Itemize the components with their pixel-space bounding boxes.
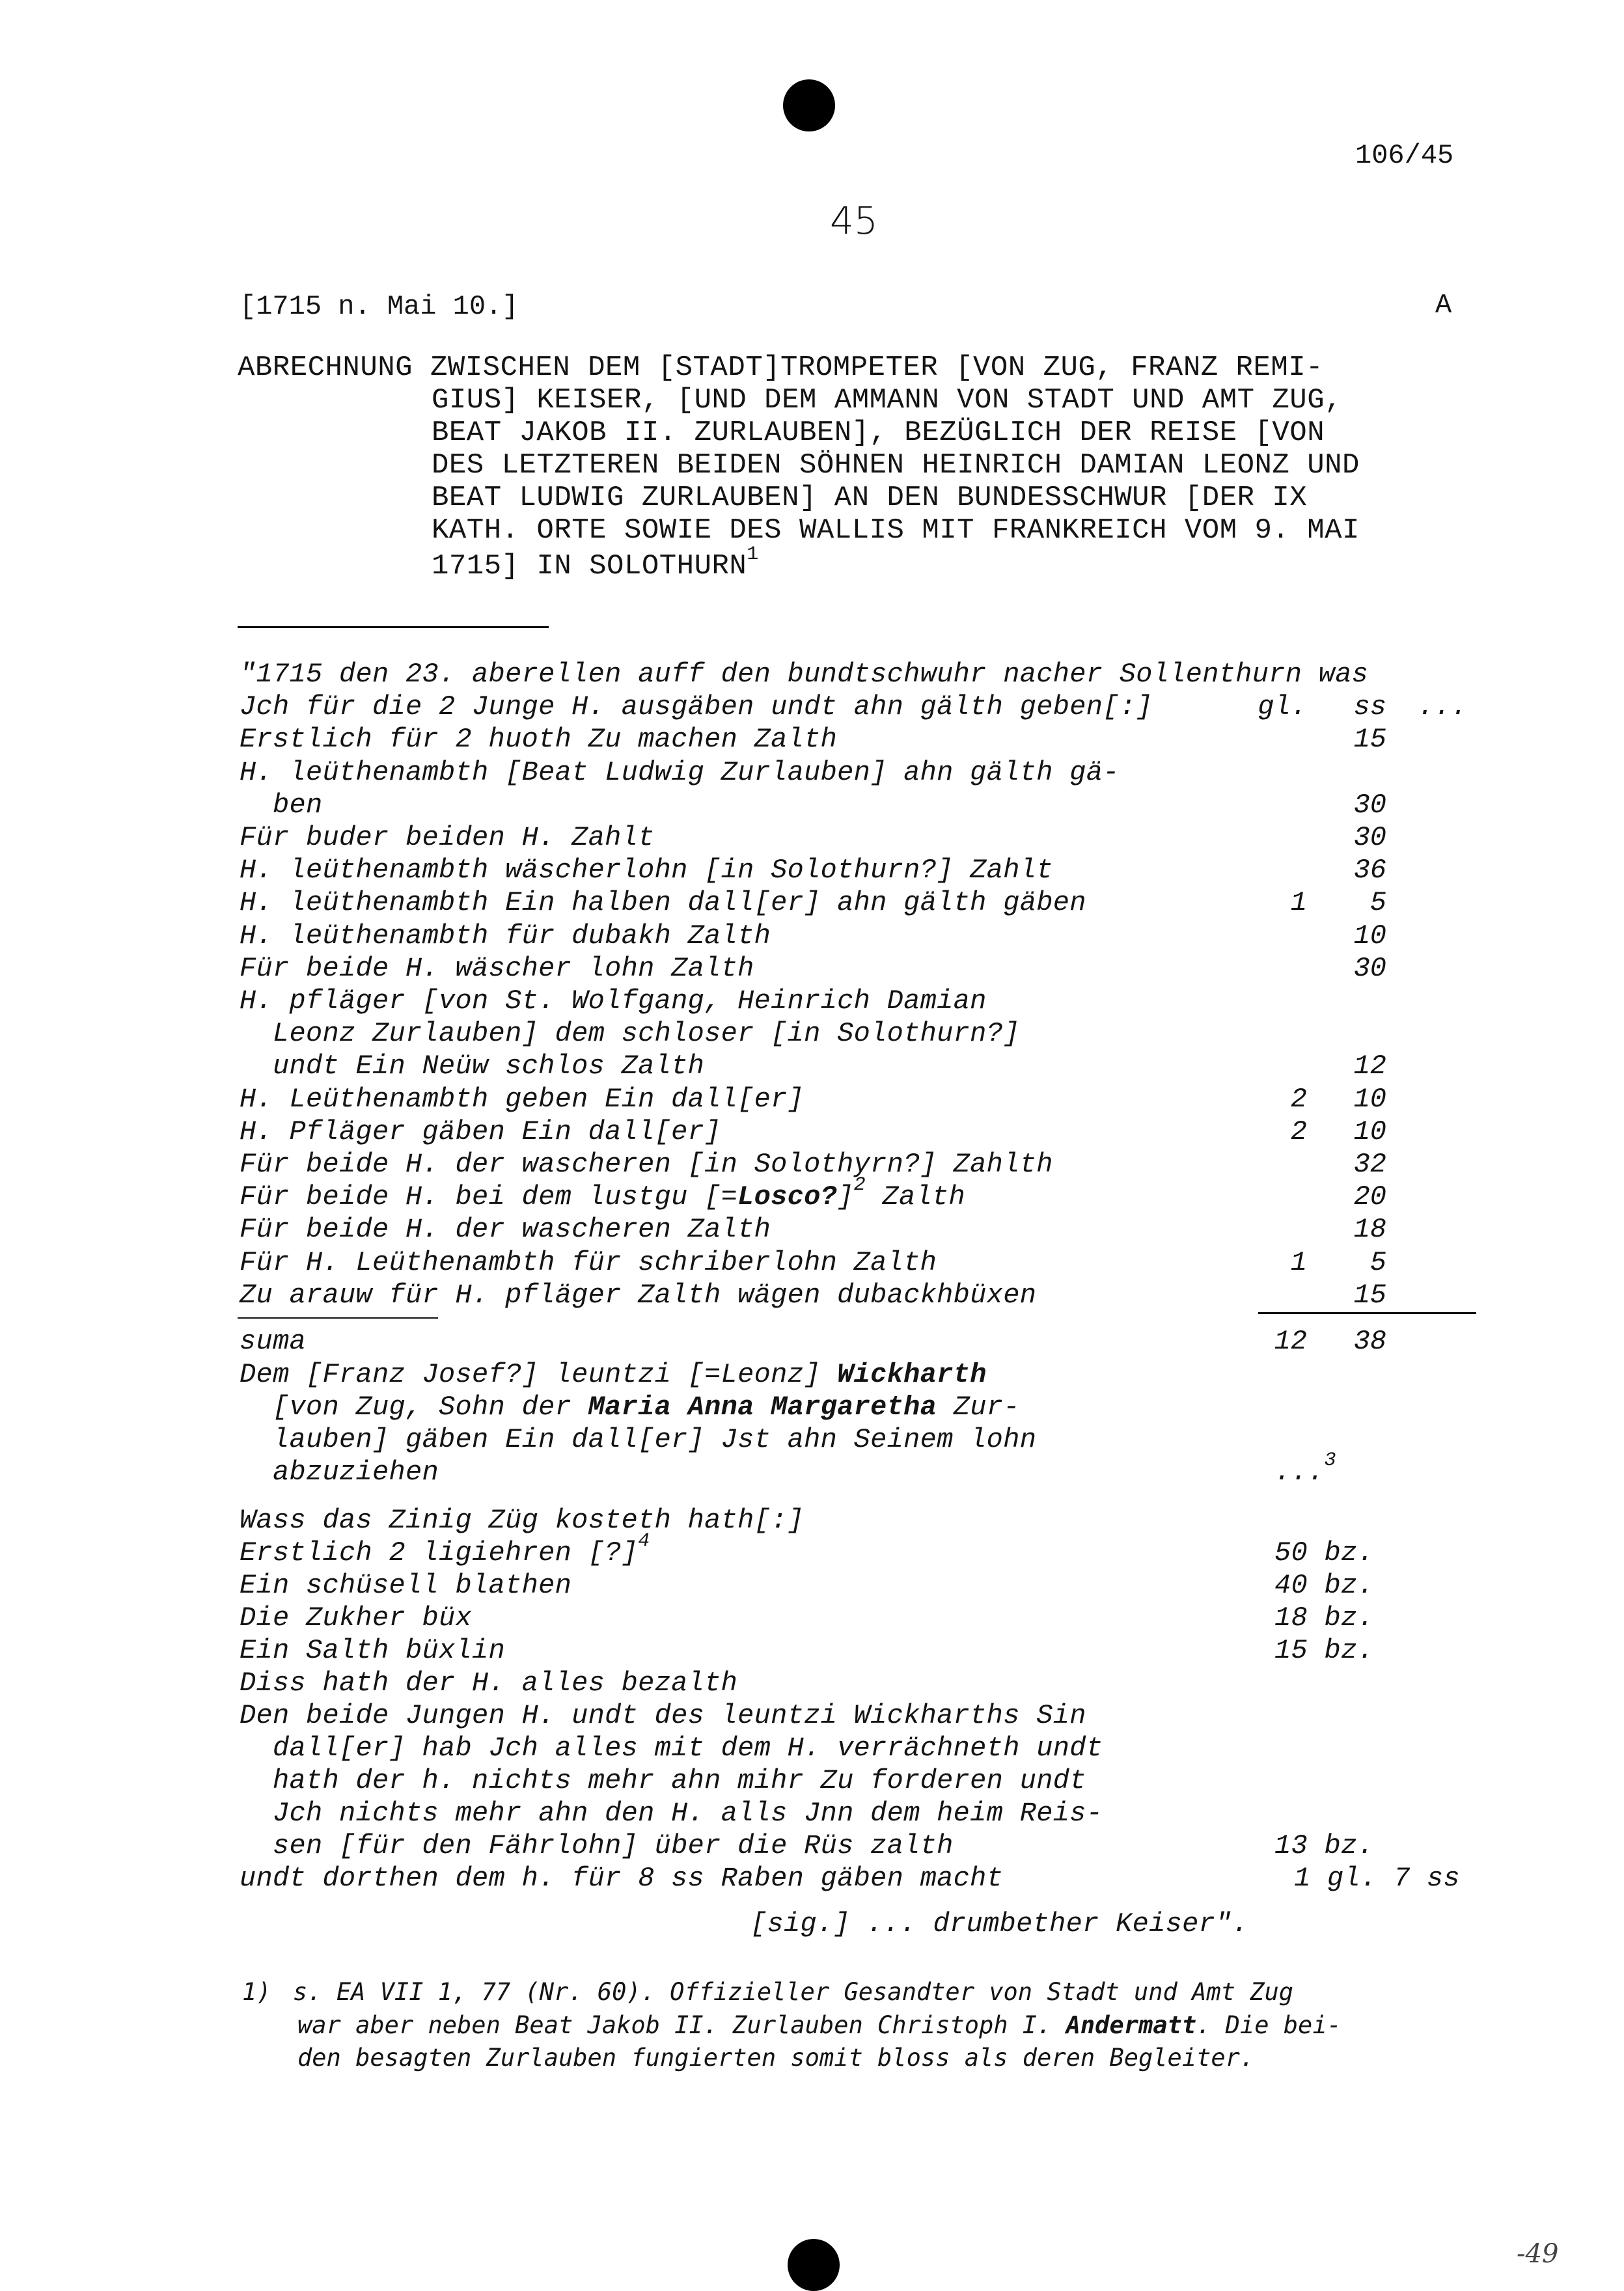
ledger-row-tail: Zalth	[865, 1181, 966, 1213]
zinig-para-amount: 13 bz.	[1274, 1830, 1375, 1861]
ledger-ss: 5	[1369, 1247, 1386, 1278]
ledger-row	[240, 922, 771, 950]
zinig-item	[240, 1604, 472, 1632]
ledger-row-text: Für buder beiden H. Zahlt	[240, 822, 655, 853]
title-line-7	[432, 543, 759, 583]
footnote-ref-4: 4	[638, 1530, 650, 1552]
ledger-row	[240, 1020, 1020, 1047]
wickharth-text-2c: Zur-	[937, 1392, 1020, 1423]
zinig-para-5: sen [für den Fährlohn] über die Rüs zalth	[240, 1830, 954, 1861]
footnote-line-1: s. EA VII 1, 77 (Nr. 60). Offizieller Gesandter von Stadt und Amt Zug	[293, 1978, 1294, 2006]
ledger-row-bold: Losco?	[737, 1181, 838, 1213]
signature: [sig.] ... drumbether Keiser".	[750, 1908, 1249, 1940]
ledger-row	[240, 693, 1153, 720]
ledger-row-text: undt Ein Neüw schlos Zalth	[240, 1050, 705, 1082]
suma-gl: 12	[1274, 1326, 1307, 1357]
zinig-item-text: Ein Salth büxlin	[240, 1635, 506, 1666]
handwritten-margin-mark: -49	[1517, 2239, 1559, 2269]
title-last-line: 1715] IN SOLOTHURN	[432, 550, 747, 583]
ledger-row	[240, 824, 655, 851]
ledger-gl: gl.	[1258, 691, 1307, 722]
ledger-row-text: Jch für die 2 Junge H. ausgäben undt ahn gälth geben[:]	[240, 691, 1153, 722]
wickharth-amount-value: ...	[1274, 1457, 1325, 1488]
title-line-4: DES LETZTEREN BEIDEN SÖHNEN HEINRICH DAMIAN LEONZ UND	[432, 449, 1360, 482]
ledger-ss: 32	[1353, 1149, 1386, 1180]
title-separator	[238, 626, 549, 628]
punch-hole-bottom	[788, 2239, 840, 2291]
ledger-row	[240, 955, 754, 982]
ledger-row-text: Für H. Leüthenambth für schriberlohn Zalth	[240, 1247, 937, 1278]
footnote-andermatt: Andermatt	[1066, 2011, 1197, 2039]
zinig-item-amount: 50 bz.	[1274, 1537, 1375, 1569]
wickharth-mother-name: Maria Anna Margaretha	[588, 1392, 937, 1423]
title-line-5: BEAT LUDWIG ZURLAUBEN] AN DEN BUNDESSCHWUR [DER IX	[432, 482, 1308, 514]
ledger-gl: 1	[1290, 887, 1307, 918]
ledger-ss: 20	[1353, 1181, 1386, 1213]
ledger-row-text: Zu arauw für H. pfläger Zalth wägen dubackhbüxen	[240, 1280, 1037, 1311]
zinig-para-4: Jch nichts mehr ahn den H. alls Jnn dem heim Reis-	[240, 1798, 1103, 1829]
zinig-item-amount: 15 bz.	[1274, 1635, 1375, 1666]
ledger-row	[240, 661, 1368, 688]
wickharth-line-3: lauben] gäben Ein dall[er] Jst ahn Seinem lohn	[240, 1424, 1037, 1455]
wickharth-line-4: abzuziehen	[240, 1457, 439, 1488]
ledger-row-text: Leonz Zurlauben] dem schloser [in Solothurn?]	[240, 1018, 1020, 1049]
ledger-ss: 30	[1353, 789, 1386, 821]
ledger-row	[240, 987, 987, 1015]
ledger-row-text: Für beide H. bei dem lustgu [=	[240, 1181, 738, 1213]
ledger-row-text: Für beide H. wäscher lohn Zalth	[240, 953, 754, 984]
ledger-ss: 5	[1369, 887, 1386, 918]
wickharth-name: Wickharth	[837, 1359, 987, 1390]
zinig-item-amount: 40 bz.	[1274, 1570, 1375, 1601]
ledger-row	[240, 791, 323, 819]
footnote-ref-3: 3	[1324, 1449, 1336, 1472]
ledger-row	[240, 1086, 804, 1113]
ledger-row-text: H. leüthenambth Ein halben dall[er] ahn gälth gäben	[240, 887, 1086, 918]
punch-hole-top	[783, 79, 835, 131]
ledger-ss: 15	[1353, 724, 1386, 755]
footnote-line-2	[297, 2013, 1342, 2037]
ledger-row-text: H. Leüthenambth geben Ein dall[er]	[240, 1084, 805, 1115]
zinig-heading: Wass das Zinig Züg kosteth hath[:]	[240, 1505, 805, 1536]
ledger-extra: ...	[1418, 691, 1468, 722]
ledger-row	[240, 1249, 937, 1276]
zinig-item-amount: 18 bz.	[1274, 1602, 1375, 1634]
ledger-row	[240, 726, 837, 753]
zinig-last: undt dorthen dem h. für 8 ss Raben gäben macht	[240, 1863, 1004, 1894]
ledger-row	[240, 1052, 704, 1080]
zinig-para-2: dall[er] hab Jch alles mit dem H. verrächneth undt	[240, 1733, 1103, 1764]
archive-reference: 106/45	[1355, 140, 1454, 171]
zinig-para-3: hath der h. nichts mehr ahn mihr Zu forderen undt	[240, 1765, 1086, 1796]
document-letter: A	[1435, 290, 1452, 321]
zinig-last-amount: 1 gl. 7 ss	[1294, 1863, 1461, 1894]
ledger-row-text: Für beide H. der wascheren [in Solothyrn?] Zahlth	[240, 1149, 1053, 1180]
wickharth-amount	[1274, 1449, 1336, 1488]
zinig-item-text: Erstlich 2 ligiehren [?]	[240, 1537, 639, 1569]
document-date: [1715 n. Mai 10.]	[240, 291, 519, 322]
ledger-ss: 30	[1353, 953, 1386, 984]
ledger-ss: 30	[1353, 822, 1386, 853]
zinig-item	[240, 1530, 650, 1569]
sum-rule	[1258, 1312, 1476, 1314]
ledger-row	[240, 1118, 721, 1146]
ledger-row-text: H. leüthenambth [Beat Ludwig Zurlauben] ahn gälth gä-	[240, 757, 1120, 788]
ledger-row-text: H. pfläger [von St. Wolfgang, Heinrich Damian	[240, 985, 987, 1017]
ledger-row	[240, 889, 1086, 916]
footnote-text-2c: . Die bei-	[1196, 2011, 1342, 2039]
footnote-text-2a: war aber neben Beat Jakob II. Zurlauben Christoph I.	[297, 2011, 1066, 2039]
footnote-ref-1: 1	[747, 543, 759, 566]
ledger-row-text: Erstlich für 2 huoth Zu machen Zalth	[240, 724, 838, 755]
suma-ss: 38	[1353, 1326, 1386, 1357]
wickharth-text-1: Dem [Franz Josef?] leuntzi [=Leonz]	[240, 1359, 838, 1390]
ledger-row-text: H. Pfläger gäben Ein dall[er]	[240, 1116, 721, 1147]
title-line-3: BEAT JAKOB II. ZURLAUBEN], BEZÜGLICH DER REISE [VON	[432, 417, 1325, 449]
footnote-marker: 1)	[242, 1978, 271, 2006]
ledger-gl: 2	[1290, 1116, 1307, 1147]
ledger-row	[240, 857, 1053, 884]
ledger-ss: 12	[1353, 1050, 1386, 1082]
ledger-ss: 15	[1353, 1280, 1386, 1311]
ledger-row-after: ]	[837, 1181, 854, 1213]
ledger-row-text: H. leüthenambth für dubakh Zalth	[240, 920, 771, 952]
footnote-ref-2: 2	[853, 1174, 866, 1196]
suma-label: suma	[240, 1326, 307, 1357]
sum-underline-left	[238, 1317, 438, 1319]
ledger-row-text: ben	[240, 789, 323, 821]
zinig-item	[240, 1572, 571, 1599]
ledger-ss: ss	[1353, 691, 1386, 722]
ledger-row-text: Für beide H. der wascheren Zalth	[240, 1214, 771, 1245]
ledger-ss: 36	[1353, 855, 1386, 886]
title-line-1: ABRECHNUNG ZWISCHEN DEM [STADT]TROMPETER [VON ZUG, FRANZ REMI-	[238, 351, 1324, 384]
ledger-ss: 10	[1353, 1084, 1386, 1115]
title-line-2: GIUS] KEISER, [UND DEM AMMANN VON STADT UND AMT ZUG,	[432, 384, 1343, 417]
ledger-row	[240, 1174, 966, 1213]
ledger-row-text: H. leüthenambth wäscherlohn [in Solothurn?] Zahlt	[240, 855, 1053, 886]
wickharth-text-2a: [von Zug, Sohn der	[240, 1392, 588, 1423]
ledger-row-text: "1715 den 23. aberellen auff den bundtschwuhr nacher Sollenthurn was	[240, 659, 1369, 690]
title-line-6: KATH. ORTE SOWIE DES WALLIS MIT FRANKREICH VOM 9. MAI	[432, 514, 1360, 547]
ledger-ss: 18	[1353, 1214, 1386, 1245]
zinig-item	[240, 1637, 505, 1664]
footnote-line-3: den besagten Zurlauben fungierten somit bloss als deren Begleiter.	[297, 2044, 1255, 2072]
ledger-gl: 1	[1290, 1247, 1307, 1278]
ledger-row	[240, 1151, 1053, 1178]
ledger-ss: 10	[1353, 1116, 1386, 1147]
ledger-ss: 10	[1353, 920, 1386, 952]
wickharth-line-2	[240, 1393, 1020, 1421]
zinig-item-text: Ein schüsell blathen	[240, 1570, 572, 1601]
zinig-para-1: Den beide Jungen H. undt des leuntzi Wickharths Sin	[240, 1700, 1086, 1731]
zinig-paid: Diss hath der H. alles bezalth	[240, 1667, 738, 1699]
wickharth-line-1	[240, 1361, 987, 1388]
ledger-row	[240, 759, 1120, 786]
zinig-item-text: Die Zukher büx	[240, 1602, 473, 1634]
ledger-row	[240, 1282, 1036, 1309]
ledger-row	[240, 1216, 771, 1243]
page-number: 45	[830, 199, 878, 243]
ledger-gl: 2	[1290, 1084, 1307, 1115]
